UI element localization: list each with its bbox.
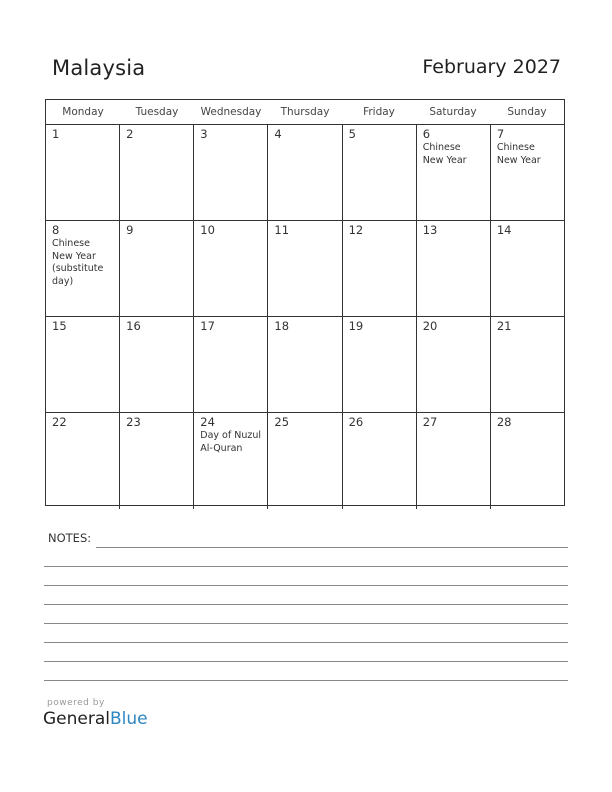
day-cell <box>120 413 194 509</box>
month-title: February 2027 <box>422 56 561 78</box>
day-number: 20 <box>422 319 438 333</box>
day-number: 13 <box>422 223 438 237</box>
weekday-header-row <box>46 100 564 125</box>
day-number: 14 <box>496 223 512 237</box>
note-line <box>44 623 568 624</box>
note-line <box>44 642 568 643</box>
day-cell <box>491 125 564 220</box>
day-cell <box>268 221 342 316</box>
holiday-label: Day of Nuzul Al-Quran <box>200 430 262 454</box>
day-cell <box>194 221 268 316</box>
day-cell <box>120 317 194 412</box>
day-number: 10 <box>200 223 215 237</box>
holiday-label: Chinese New Year <box>496 142 541 166</box>
day-number: 5 <box>348 127 356 141</box>
day-cell <box>46 125 120 220</box>
day-cell <box>268 413 342 509</box>
day-number: 12 <box>348 223 364 237</box>
day-number: 1 <box>52 127 60 141</box>
day-number: 28 <box>496 415 512 429</box>
week-row-4 <box>46 413 564 509</box>
day-cell <box>194 413 268 509</box>
day-number: 23 <box>126 415 141 429</box>
note-line <box>44 661 568 662</box>
day-cell <box>268 125 342 220</box>
day-cell <box>417 413 491 509</box>
day-cell <box>343 221 417 316</box>
brand-general: General <box>43 709 110 729</box>
day-number: 11 <box>274 223 290 237</box>
powered-by-label: powered by <box>47 698 105 708</box>
note-line <box>44 566 568 567</box>
day-number: 22 <box>52 415 67 429</box>
day-number: 2 <box>126 127 134 141</box>
day-number: 25 <box>274 415 290 429</box>
day-number: 9 <box>126 223 134 237</box>
day-cell <box>46 413 120 509</box>
day-cell <box>343 125 417 220</box>
day-cell <box>491 413 564 509</box>
brand-blue: Blue <box>110 709 148 729</box>
note-line <box>44 604 568 605</box>
day-cell <box>343 413 417 509</box>
day-number: 27 <box>422 415 438 429</box>
note-line <box>96 547 568 548</box>
day-number: 3 <box>200 127 208 141</box>
day-number: 7 <box>496 127 505 141</box>
day-cell <box>46 221 120 316</box>
holiday-label: Chinese New Year (substitute day) <box>52 238 104 287</box>
day-cell <box>491 221 564 316</box>
day-cell <box>491 317 564 412</box>
day-number: 21 <box>496 319 512 333</box>
note-line <box>44 585 568 586</box>
weekday-thursday: Thursday <box>280 106 330 118</box>
day-number: 17 <box>200 319 215 333</box>
day-cell <box>194 125 268 220</box>
day-cell <box>194 317 268 412</box>
day-cell <box>417 221 491 316</box>
weekday-tuesday: Tuesday <box>135 106 179 118</box>
day-number: 16 <box>126 319 141 333</box>
country-title: Malaysia <box>52 56 146 80</box>
day-cell <box>46 317 120 412</box>
holiday-label: Chinese New Year <box>422 142 467 166</box>
day-number: 26 <box>348 415 364 429</box>
day-cell <box>120 125 194 220</box>
note-line <box>44 680 568 681</box>
calendar-grid <box>45 99 565 506</box>
week-row-2 <box>46 221 564 317</box>
generalblue-logo <box>43 709 148 729</box>
day-cell <box>417 317 491 412</box>
weekday-wednesday: Wednesday <box>200 106 262 118</box>
day-number: 8 <box>52 223 60 237</box>
day-cell <box>343 317 417 412</box>
day-cell <box>268 317 342 412</box>
weekday-saturday: Saturday <box>429 106 477 118</box>
weekday-sunday: Sunday <box>507 106 547 118</box>
week-row-1 <box>46 125 564 221</box>
weekday-monday: Monday <box>62 106 104 118</box>
day-cell <box>417 125 491 220</box>
day-cell <box>120 221 194 316</box>
weekday-friday: Friday <box>363 106 395 118</box>
day-number: 19 <box>348 319 364 333</box>
day-number: 4 <box>274 127 282 141</box>
day-number: 6 <box>422 127 431 141</box>
notes-label: NOTES: <box>48 531 92 545</box>
day-number: 15 <box>52 319 67 333</box>
week-row-3 <box>46 317 564 413</box>
day-number: 18 <box>274 319 290 333</box>
day-number: 24 <box>200 415 215 429</box>
